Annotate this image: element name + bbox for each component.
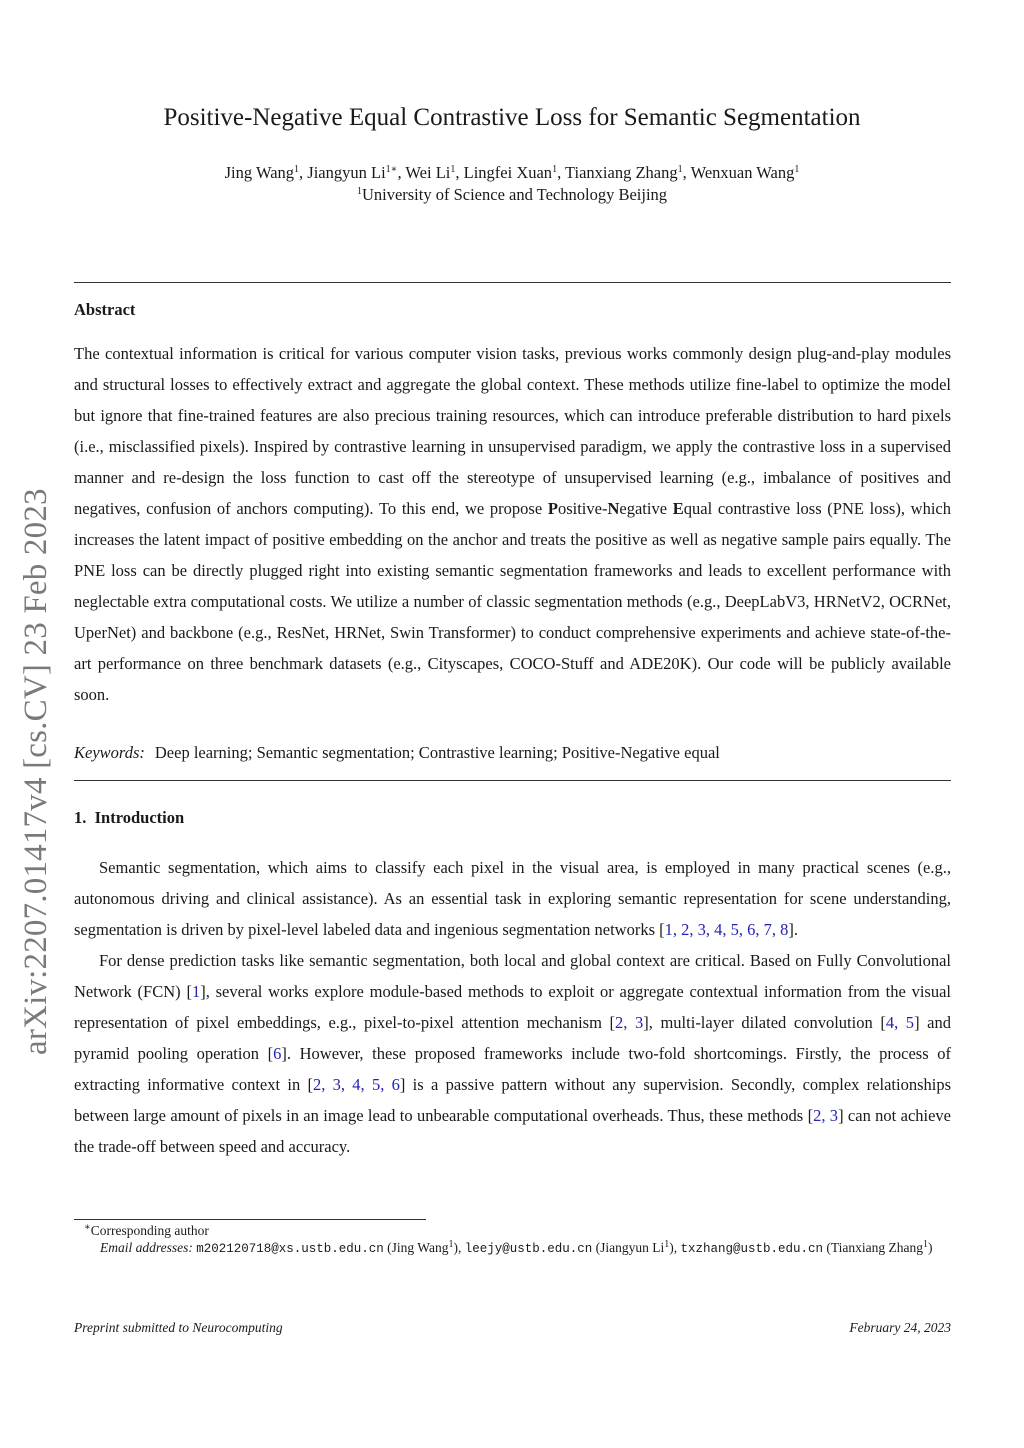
footer-submission: Preprint submitted to Neurocomputing	[74, 1320, 283, 1335]
author-affiliation-mark: 1	[552, 164, 558, 175]
citation-link[interactable]: 2, 3, 4, 5, 6	[312, 1075, 400, 1094]
email-link[interactable]: m202120718@xs.ustb.edu.cn	[196, 1241, 384, 1256]
author-name: Jiangyun Li	[307, 163, 386, 182]
introduction-body	[74, 852, 951, 1162]
abstract-divider	[74, 780, 951, 781]
citation-link[interactable]: 2, 3	[615, 1013, 644, 1032]
affiliation: $^1$University of Science and Technology Beijing	[356, 185, 668, 204]
paragraph: For dense prediction tasks like semantic segmentation, both local and global context are critical. Based on Fully Convolutional Network (FCN) [1], several works explore module-based methods to exploit or aggregate contextual information from the visual representation of pixel embeddings, e.g., pixel-to-pixel attention mechanism [2, 3], multi-layer dilated convolution [4, 5] and pyramid pooling operation [6]. However, these proposed frameworks include two-fold shortcomings. Firstly, the process of extracting informative context in [2, 3, 4, 5, 6] is a passive pattern without any supervision. Secondly, complex relationships between large amount of pixels in an image lead to unbearable computational overheads. Thus, these methods [2, 3] can not achieve the trade-off between speed and accuracy.	[74, 951, 952, 1156]
corresponding-author-note: ∗Corresponding author	[84, 1222, 209, 1238]
top-divider	[74, 282, 951, 283]
author-name: Wenxuan Wang	[690, 163, 795, 182]
footnote-divider	[74, 1219, 426, 1220]
author-affiliation-mark: 1	[794, 164, 800, 175]
keywords-text: Deep learning; Semantic segmentation; Contrastive learning; Positive-Negative equal	[154, 743, 720, 762]
citation-link[interactable]: 6	[273, 1044, 282, 1063]
citation-link[interactable]: 4, 5	[885, 1013, 915, 1032]
email-addresses: Email addresses: m202120718@xs.ustb.edu.cn (Jing Wang$^1$), leejy@ustb.edu.cn (Jiangyun Li$^1$), txzhang@ustb.edu.cn (Tianxiang Zhang$^1$)	[100, 1238, 933, 1256]
email-link[interactable]: txzhang@ustb.edu.cn	[680, 1241, 824, 1256]
author-name: Tianxiang Zhang	[565, 163, 678, 182]
author-block	[0, 162, 1024, 206]
author-affiliation-mark: 1∗	[385, 164, 398, 175]
abstract-heading: Abstract	[74, 300, 136, 319]
author-name: Jing Wang	[224, 163, 295, 182]
keywords-label: Keywords:	[74, 743, 145, 762]
abstract-body: The contextual information is critical for various computer vision tasks, previous works commonly design plug-and-play modules and structural losses to effectively extract and aggregate the global context. These methods utilize fine-label to optimize the model but ignore that fine-trained features are also precious training resources, which can introduce preferable distribution to hard pixels (i.e., misclassified pixels). Inspired by contrastive learning in unsupervised paradigm, we apply the contrastive loss in a supervised manner and re-design the loss function to cast off the stereotype of unsupervised learning (e.g., imbalance of positives and negatives, confusion of anchors computing). To this end, we propose Positive-Negative Equal contrastive loss (PNE loss), which increases the latent impact of positive embedding on the anchor and treats the positive as well as negative sample pairs equally. The PNE loss can be directly plugged right into existing semantic segmentation frameworks and leads to excellent performance with neglectable extra computational costs. We utilize a number of classic segmentation methods (e.g., DeepLabV3, HRNetV2, OCRNet, UperNet) and backbone (e.g., ResNet, HRNet, Swin Transformer) to conduct comprehensive experiments and achieve state-of-the-art performance on three benchmark datasets (e.g., Cityscapes, COCO-Stuff and ADE20K). Our code will be publicly available soon.	[74, 344, 951, 704]
author-affiliation-mark: 1	[450, 164, 456, 175]
citation-link[interactable]: 1, 2, 3, 4, 5, 6, 7, 8	[664, 920, 789, 939]
author-affiliation-mark: 1	[677, 164, 683, 175]
paper-title: Positive-Negative Equal Contrastive Loss for Semantic Segmentation	[163, 104, 861, 131]
section-heading: 1. Introduction	[74, 808, 185, 827]
footer-date: February 24, 2023	[849, 1320, 951, 1335]
author-affiliation-mark: 1	[294, 164, 300, 175]
citation-link[interactable]: 1	[191, 982, 201, 1001]
email-link[interactable]: leejy@ustb.edu.cn	[464, 1241, 593, 1256]
author-name: Wei Li	[405, 163, 451, 182]
citation-link[interactable]: 2, 3	[813, 1106, 839, 1125]
author-name: Lingfei Xuan	[463, 163, 553, 182]
paragraph: Semantic segmentation, which aims to classify each pixel in the visual area, is employed in many practical scenes (e.g., autonomous driving and clinical assistance). As an essential task in exploring semantic representation for scene understanding, segmentation is driven by pixel-level labeled data and ingenious segmentation networks [1, 2, 3, 4, 5, 6, 7, 8].	[74, 858, 951, 939]
footnote	[74, 1223, 951, 1257]
keywords	[74, 743, 720, 763]
author-list: Jing Wang$^1$, Jiangyun $Li^{1∗}$, Wei Li$^1$, Lingfei Xuan$^1$, Tianxiang Zhang$^1$, Wenxuan Wang$^1$	[224, 163, 800, 182]
arxiv-identifier: arXiv:2207.01417v4 [cs.CV] 23 Feb 2023	[18, 488, 54, 1055]
